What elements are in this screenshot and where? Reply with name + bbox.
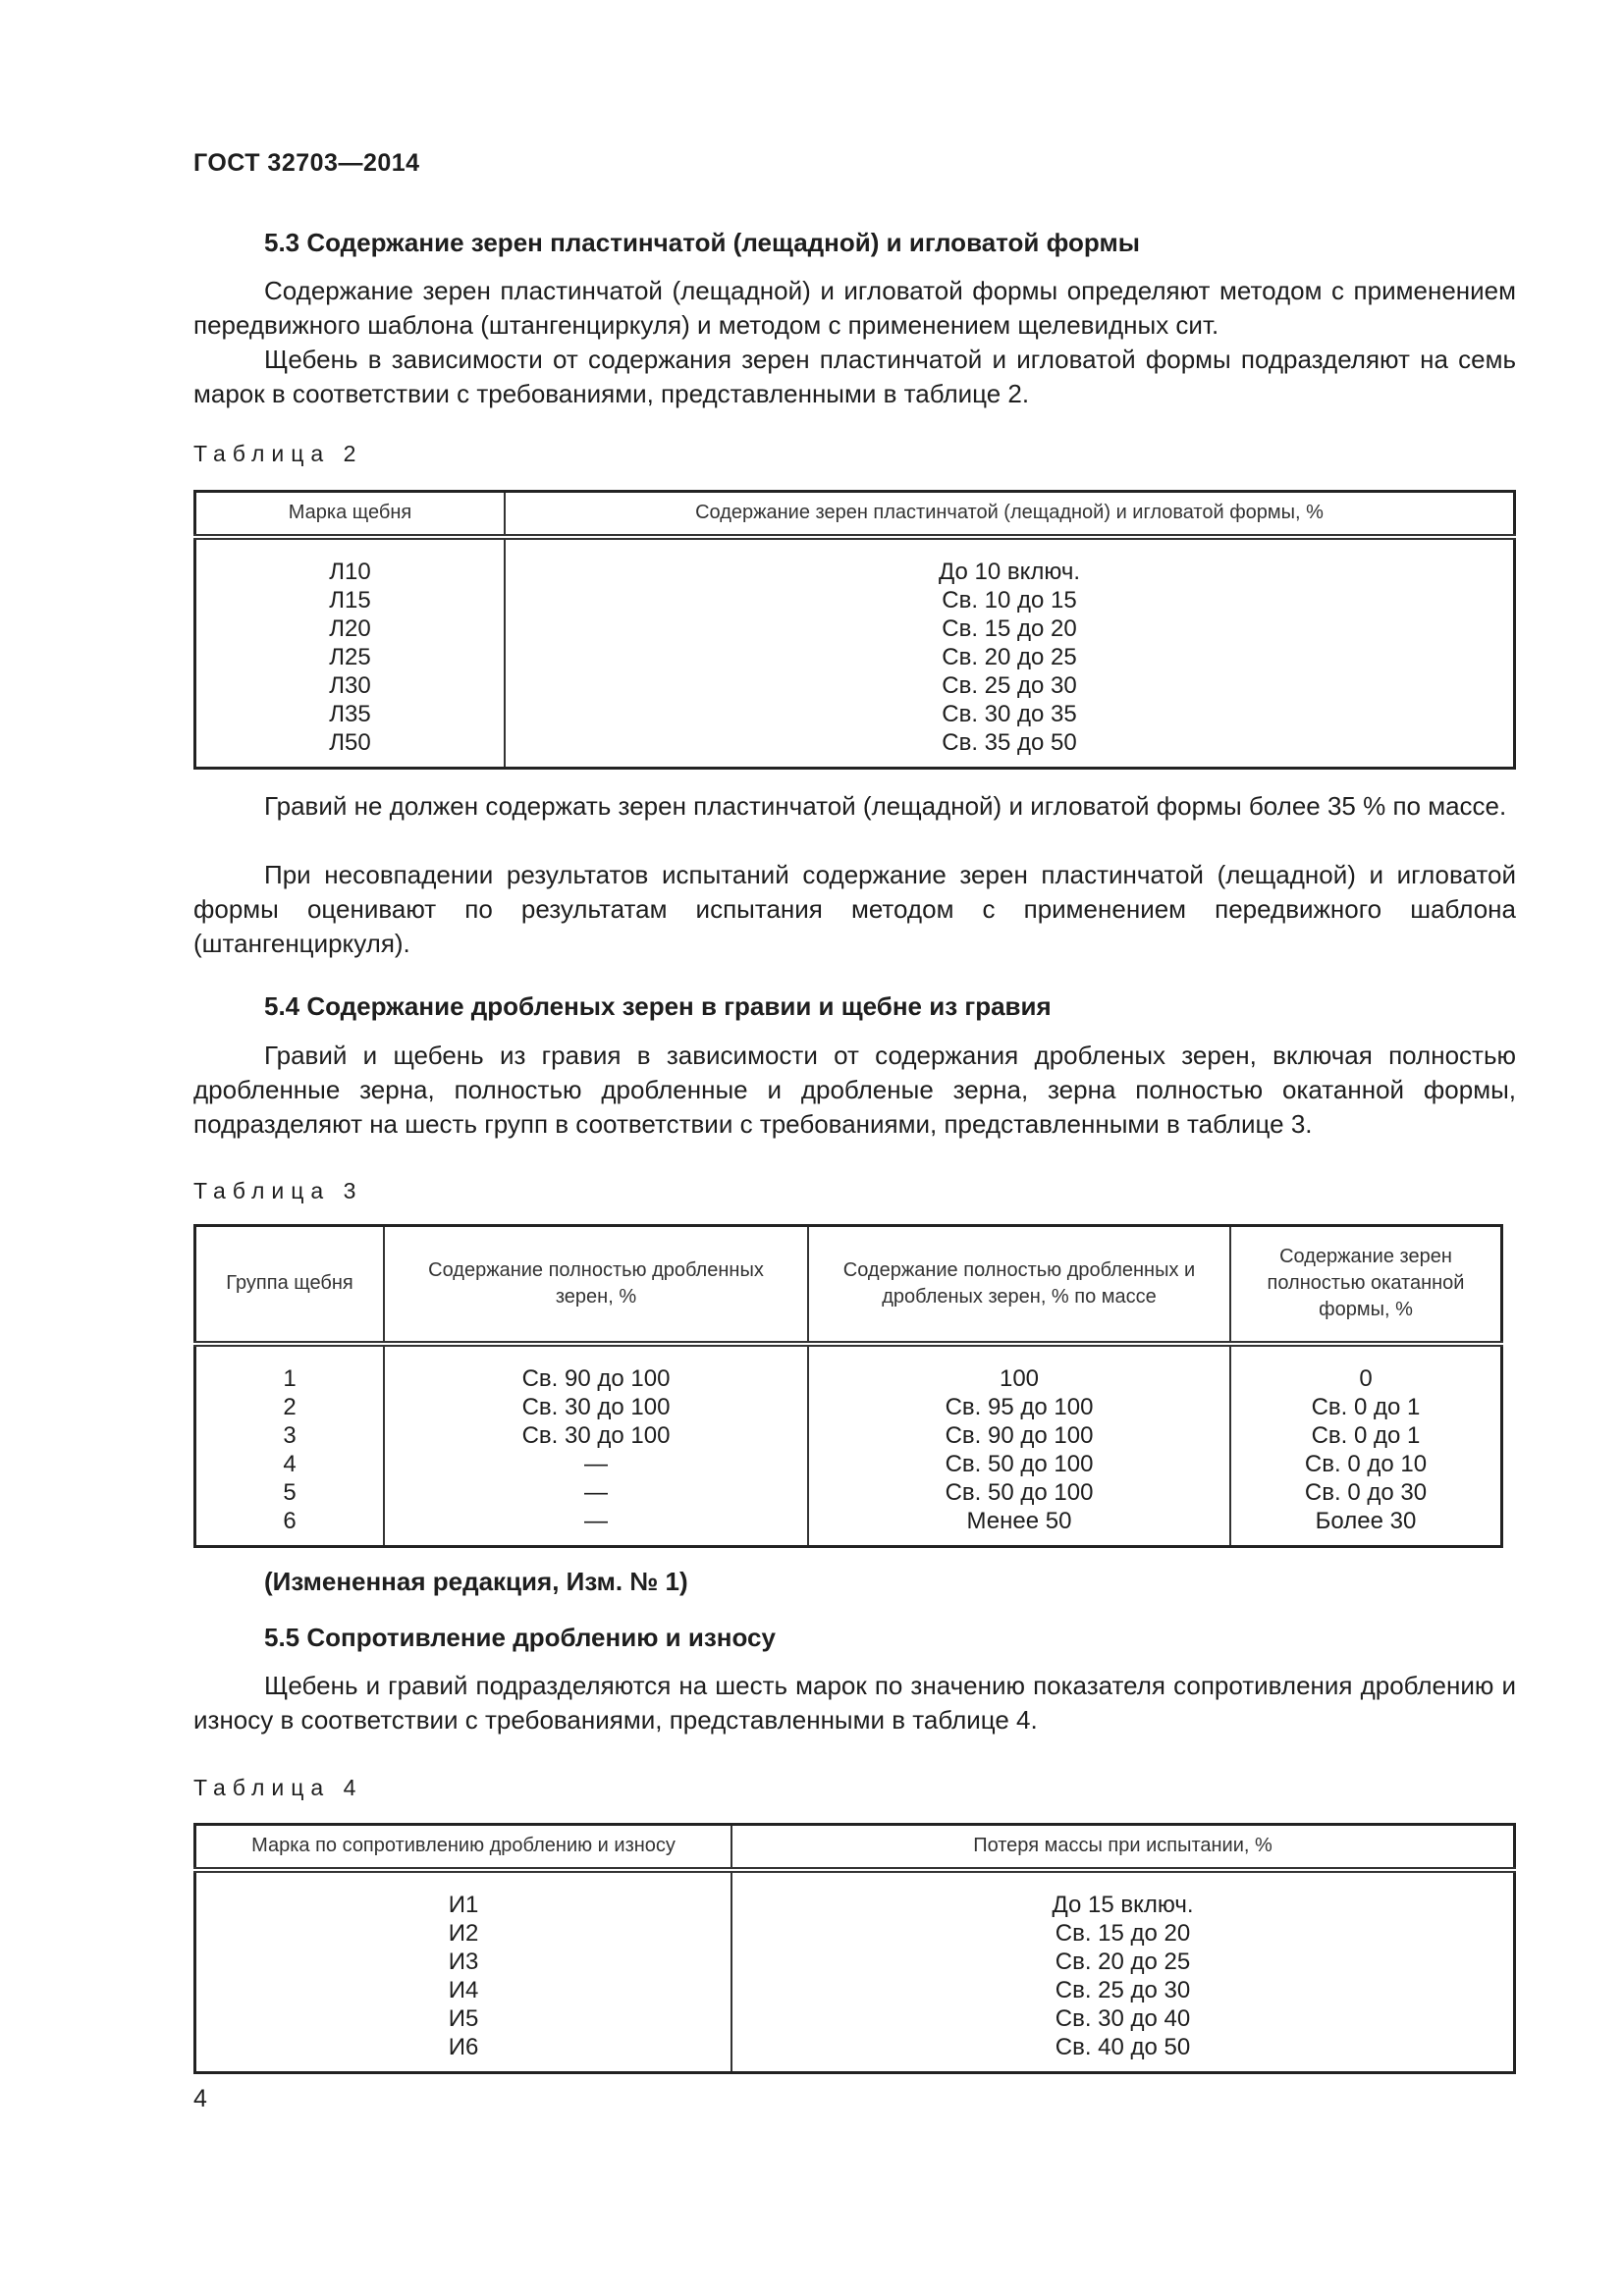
table-cell-value: И6 bbox=[448, 2033, 479, 2060]
section-5-5-heading: 5.5 Сопротивление дроблению и износу bbox=[264, 1623, 776, 1652]
table-4-header: Марка по сопротивлению дроблению и износу bbox=[195, 1825, 732, 1870]
table-cell-value: Л30 bbox=[329, 671, 371, 699]
table-3 bbox=[193, 1224, 1503, 1548]
table-cell-value: Св. 50 до 100 bbox=[945, 1450, 1094, 1477]
table-cell-value: Л25 bbox=[329, 643, 371, 670]
table-cell-value: 2 bbox=[283, 1393, 297, 1420]
amendment-note: (Измененная редакция, Изм. № 1) bbox=[264, 1567, 688, 1596]
table-3-header: Содержание зерен полностью окатанной формы, % bbox=[1230, 1226, 1502, 1344]
table-cell-value: Св. 90 до 100 bbox=[521, 1364, 671, 1392]
table-cell-value: 1 bbox=[283, 1364, 297, 1392]
table-cell-value: Св. 25 до 30 bbox=[942, 671, 1077, 699]
table-cell-value: 3 bbox=[283, 1421, 297, 1449]
table-3-header: Содержание полностью дробленных и дробленых зерен, % по массе bbox=[808, 1226, 1230, 1344]
table-cell-value: Св. 30 до 100 bbox=[521, 1393, 671, 1420]
table-4-header: Потеря массы при испытании, % bbox=[731, 1825, 1515, 1870]
table-cell-value: Св. 25 до 30 bbox=[1055, 1976, 1191, 2003]
table-4-caption: Таблица 4 bbox=[193, 1775, 363, 1800]
section-5-5-paragraph-1: Щебень и гравий подразделяются на шесть марок по значению показателя сопротивления дроблению и износу в соответствии с требованиями, представленными в таблице 4. bbox=[193, 1671, 1516, 1735]
table-cell-value: Св. 20 до 25 bbox=[1055, 1948, 1191, 1975]
table-3-column bbox=[808, 1344, 1230, 1547]
page-number: 4 bbox=[193, 2085, 207, 2112]
paragraph-gravel-limit: Гравий не должен содержать зерен пластинчатой (лещадной) и игловатой формы более 35 % по массе. bbox=[264, 791, 1507, 821]
table-2-column bbox=[195, 537, 506, 769]
table-cell-value: И3 bbox=[448, 1948, 479, 1975]
table-cell-value: 4 bbox=[283, 1450, 297, 1477]
table-3-caption: Таблица 3 bbox=[193, 1178, 363, 1203]
table-cell-value: Св. 20 до 25 bbox=[942, 643, 1077, 670]
table-3-column bbox=[1230, 1344, 1502, 1547]
section-5-4-heading: 5.4 Содержание дробленых зерен в гравии и щебне из гравия bbox=[264, 991, 1052, 1021]
table-cell-value: Л20 bbox=[329, 614, 371, 642]
table-2-caption: Таблица 2 bbox=[193, 441, 363, 466]
table-cell-value: — bbox=[584, 1478, 608, 1506]
table-cell-value: 0 bbox=[1359, 1364, 1373, 1392]
table-cell-value: Св. 35 до 50 bbox=[942, 728, 1077, 756]
table-cell-value: Л50 bbox=[329, 728, 371, 756]
table-2-header: Марка щебня bbox=[195, 492, 506, 537]
table-cell-value: Св. 0 до 1 bbox=[1311, 1393, 1421, 1420]
table-cell-value: Св. 0 до 30 bbox=[1304, 1478, 1428, 1506]
table-cell-value: Св. 30 до 35 bbox=[942, 700, 1077, 727]
table-cell-value: До 10 включ. bbox=[938, 558, 1081, 585]
table-cell-value: 6 bbox=[283, 1507, 297, 1534]
table-cell-value: Св. 95 до 100 bbox=[945, 1393, 1094, 1420]
table-cell-value: Св. 30 до 40 bbox=[1055, 2004, 1191, 2032]
table-cell-value: Св. 90 до 100 bbox=[945, 1421, 1094, 1449]
section-5-3-paragraph-2: Щебень в зависимости от содержания зерен пластинчатой и игловатой формы подразделяют на семь марок в соответствии с требованиями, представленными в таблице 2. bbox=[193, 345, 1516, 408]
table-2 bbox=[193, 490, 1516, 770]
table-2-header: Содержание зерен пластинчатой (лещадной) и игловатой формы, % bbox=[505, 492, 1515, 537]
table-cell-value: Св. 30 до 100 bbox=[521, 1421, 671, 1449]
table-4-column bbox=[195, 1870, 732, 2073]
section-5-4-paragraph-1: Гравий и щебень из гравия в зависимости от содержания дробленых зерен, включая полностью дробленные зерна, полностью дробленные и дробленые зерна, зерна полностью окатанной формы, подразделяют на шесть групп в соответствии с требованиями, представленными в таблице 3. bbox=[193, 1041, 1516, 1139]
table-4 bbox=[193, 1823, 1516, 2074]
table-cell-value: До 15 включ. bbox=[1052, 1891, 1194, 1918]
table-cell-value: Л15 bbox=[329, 586, 371, 614]
table-cell-value: Св. 0 до 1 bbox=[1311, 1421, 1421, 1449]
table-cell-value: Л35 bbox=[329, 700, 371, 727]
table-cell-value: Менее 50 bbox=[966, 1507, 1072, 1534]
table-cell-value: 100 bbox=[999, 1364, 1040, 1392]
section-5-3-paragraph-1: Содержание зерен пластинчатой (лещадной) и игловатой формы определяют методом с применением передвижного шаблона (штангенциркуля) и методом с применением щелевидных сит. bbox=[193, 276, 1516, 340]
table-cell-value: Св. 50 до 100 bbox=[945, 1478, 1094, 1506]
table-cell-value: И2 bbox=[448, 1919, 479, 1947]
table-cell-value: Л10 bbox=[329, 558, 371, 585]
table-cell-value: 5 bbox=[283, 1478, 297, 1506]
table-cell-value: Св. 15 до 20 bbox=[1055, 1919, 1191, 1947]
table-cell-value: — bbox=[584, 1450, 608, 1477]
table-3-header: Содержание полностью дробленных зерен, % bbox=[384, 1226, 808, 1344]
table-cell-value: Более 30 bbox=[1315, 1507, 1417, 1534]
paragraph-test-mismatch: При несовпадении результатов испытаний содержание зерен пластинчатой (лещадной) и игловатой формы оценивают по результатам испытания методом с применением передвижного шаблона (штангенциркуля). bbox=[193, 860, 1516, 958]
document-header: ГОСТ 32703—2014 bbox=[193, 149, 420, 177]
table-cell-value: — bbox=[584, 1507, 608, 1534]
table-3-column bbox=[384, 1344, 808, 1547]
table-cell-value: Св. 0 до 10 bbox=[1304, 1450, 1428, 1477]
table-cell-value: Св. 15 до 20 bbox=[942, 614, 1077, 642]
section-5-3-heading: 5.3 Содержание зерен пластинчатой (лещадной) и игловатой формы bbox=[264, 228, 1140, 257]
table-cell-value: И5 bbox=[448, 2004, 479, 2032]
table-2-column bbox=[505, 537, 1515, 769]
table-cell-value: Св. 10 до 15 bbox=[942, 586, 1077, 614]
table-3-header: Группа щебня bbox=[195, 1226, 385, 1344]
table-3-column bbox=[195, 1344, 385, 1547]
table-4-column bbox=[731, 1870, 1515, 2073]
table-cell-value: И4 bbox=[448, 1976, 479, 2003]
table-cell-value: И1 bbox=[448, 1891, 479, 1918]
table-cell-value: Св. 40 до 50 bbox=[1055, 2033, 1191, 2060]
